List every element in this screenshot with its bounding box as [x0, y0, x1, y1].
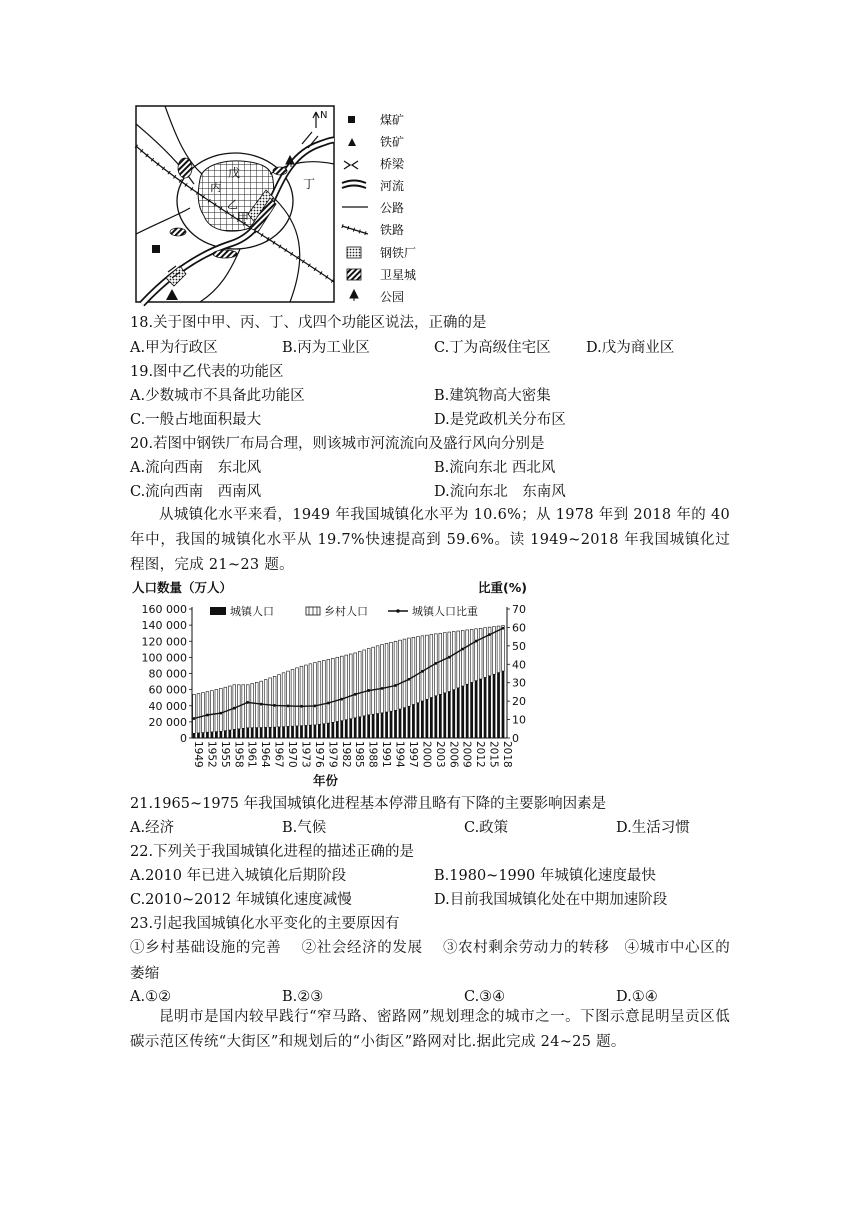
q20-option-b[interactable]: B.流向东北 西北风 — [434, 460, 556, 476]
q20-stem: 20.若图中钢铁厂布局合理，则该城市河流流向及盛行风向分别是 — [130, 436, 545, 452]
rural-bar — [412, 637, 415, 704]
urban-bar — [493, 674, 496, 738]
q23-stem: 23.引起我国城镇化水平变化的主要原因有 — [130, 916, 400, 932]
q22-option-a[interactable]: A.2010 年已进入城镇化后期阶段 — [130, 868, 347, 884]
urban-bar — [390, 711, 393, 738]
rural-bar — [309, 664, 312, 725]
rural-bar — [367, 649, 370, 715]
rural-bar — [399, 640, 402, 709]
rural-bar — [358, 651, 361, 716]
q21-option-b[interactable]: B.气候 — [282, 820, 327, 836]
y-tick-label: 140 000 — [141, 619, 187, 633]
q21-stem: 21.1965~1975 年我国城镇化进程基本停滞且略有下降的主要影响因素是 — [130, 796, 607, 812]
ratio-point — [408, 678, 411, 681]
legend-steel: 钢铁厂 — [380, 246, 417, 260]
x-tick-label: 2009 — [460, 741, 473, 768]
rural-bar — [219, 688, 222, 731]
urban-bar — [475, 681, 478, 738]
urban-bar — [412, 704, 415, 738]
urban-bar — [358, 717, 361, 738]
urban-bar — [197, 733, 200, 738]
q19-option-b[interactable]: B.建筑物高大密集 — [434, 388, 551, 404]
rural-bar — [273, 676, 276, 727]
ratio-point — [233, 707, 236, 710]
q21-option-a[interactable]: A.经济 — [130, 820, 175, 836]
y2-tick-label: 10 — [512, 713, 526, 727]
x-tick-label: 2018 — [501, 741, 513, 768]
urban-bar — [417, 703, 420, 738]
x-tick-label: 1991 — [380, 741, 393, 768]
urban-bar — [242, 728, 245, 738]
urban-bar — [331, 722, 334, 738]
rural-bar — [385, 643, 388, 712]
urban-bar — [497, 673, 500, 738]
rural-bar — [439, 633, 442, 694]
urban-bar — [296, 726, 299, 738]
rural-bar — [291, 669, 294, 726]
urbanization-chart — [130, 578, 540, 790]
x-tick-label: 1997 — [407, 741, 419, 768]
rural-bar — [376, 646, 379, 714]
city-map-figure — [130, 104, 440, 307]
y-tick-label: 160 000 — [141, 603, 187, 616]
urban-bar — [282, 727, 285, 738]
urban-bar — [408, 706, 411, 738]
y2-tick-label: 30 — [512, 676, 526, 690]
rural-bar — [421, 636, 424, 701]
rural-bar — [300, 666, 303, 725]
label-jia: 甲 — [237, 211, 250, 225]
rural-bar — [327, 659, 330, 723]
coal-mine-symbol — [152, 245, 160, 253]
rural-bar — [475, 629, 478, 681]
rural-bar — [264, 680, 267, 728]
q22-stem: 22.下列关于我国城镇化进程的描述正确的是 — [130, 844, 415, 860]
x-tick-label: 1958 — [232, 741, 245, 768]
rural-bar — [394, 641, 397, 710]
y2-tick-label: 0 — [512, 732, 519, 745]
x-tick-label: 1973 — [299, 741, 312, 768]
ratio-point — [314, 705, 317, 708]
ratio-point — [448, 656, 451, 659]
x-tick-label: 1970 — [286, 741, 298, 768]
urban-bar — [470, 682, 473, 738]
legend-urban: 城镇人口 — [230, 605, 274, 618]
y-tick-label: 80 000 — [148, 667, 187, 681]
legend-park: 公园 — [380, 290, 405, 304]
legend-urban-swatch — [210, 607, 226, 615]
urban-bar — [367, 715, 370, 738]
ratio-point — [287, 705, 290, 708]
rural-bar — [242, 685, 245, 729]
y-tick-label: 0 — [180, 732, 187, 745]
urban-bar — [314, 725, 317, 738]
q22-option-c[interactable]: C.2010~2012 年城镇化速度减慢 — [130, 892, 352, 908]
urban-bar — [255, 728, 258, 738]
rural-bar — [206, 692, 209, 733]
x-tick-label: 1979 — [326, 741, 339, 768]
urban-bar — [246, 728, 249, 738]
rural-bar — [372, 647, 375, 714]
ratio-point — [461, 648, 464, 651]
urban-bar — [327, 723, 330, 738]
rural-bar — [322, 660, 325, 723]
rural-bar — [381, 644, 384, 712]
urban-bar — [385, 712, 388, 738]
urban-bar — [251, 728, 254, 738]
chart-legend — [210, 604, 478, 618]
x-tick-label: 1976 — [312, 741, 325, 768]
rural-bar — [318, 662, 321, 725]
rural-bar — [363, 650, 366, 716]
urban-bar — [421, 701, 424, 738]
ratio-point — [206, 714, 209, 717]
urban-bar — [430, 697, 433, 738]
urban-bar — [502, 671, 505, 738]
rural-bar — [331, 658, 334, 722]
rural-bar — [484, 628, 487, 678]
urban-bar — [488, 676, 491, 738]
ratio-point — [219, 712, 222, 715]
q22-option-d[interactable]: D.目前我国城镇化处在中期加速阶段 — [434, 892, 668, 908]
chart-bars — [193, 626, 505, 738]
urban-bar — [260, 728, 263, 738]
q19-option-c[interactable]: C.一般占地面积最大 — [130, 412, 262, 428]
urban-bar — [322, 724, 325, 738]
urban-bar — [228, 730, 231, 738]
ratio-point — [421, 670, 424, 673]
urban-bar — [193, 733, 196, 738]
q19-stem: 19.图中乙代表的功能区 — [130, 364, 284, 380]
ratio-point — [381, 687, 384, 690]
urban-bar — [425, 699, 428, 738]
urban-bar — [372, 714, 375, 738]
urban-bar — [466, 684, 469, 738]
urban-bar — [273, 727, 276, 738]
ratio-point — [300, 705, 303, 708]
urban-bar — [202, 733, 205, 738]
ratio-point — [354, 693, 357, 696]
urban-bar — [278, 727, 281, 738]
legend-rural: 乡村人口 — [324, 605, 368, 618]
q18-option-b[interactable]: B.丙为工业区 — [282, 340, 370, 356]
x-tick-label: 1964 — [259, 741, 272, 768]
rural-bar — [502, 626, 505, 671]
q18-option-d[interactable]: D.戊为商业区 — [586, 340, 675, 356]
map-legend — [342, 112, 416, 304]
rural-bar — [215, 689, 218, 731]
x-tick-label: 2000 — [420, 741, 433, 768]
urban-bar — [264, 727, 267, 738]
urban-bar — [403, 708, 406, 738]
label-yi: 乙 — [227, 198, 238, 211]
rural-bar — [497, 626, 500, 673]
q20-option-a[interactable]: A.流向西南 东北风 — [130, 460, 262, 476]
ratio-point — [502, 627, 505, 630]
urban-bar — [363, 716, 366, 738]
urban-bar — [340, 721, 343, 738]
q18-option-a[interactable]: A.甲为行政区 — [130, 340, 218, 356]
urban-bar — [461, 686, 464, 738]
urban-bar — [394, 710, 397, 738]
q18-stem: 18.关于图中甲、丙、丁、戊四个功能区说法，正确的是 — [130, 315, 487, 331]
rural-bar — [425, 635, 428, 699]
rural-bar — [461, 630, 464, 686]
rural-bar — [255, 682, 258, 727]
x-tick-label: 1985 — [353, 741, 366, 768]
x-tick-label: 1949 — [192, 741, 204, 768]
x-tick-label: 1955 — [218, 741, 231, 768]
rural-bar — [340, 656, 343, 721]
rural-bar — [408, 638, 411, 706]
rural-bar — [493, 627, 496, 675]
ratio-point — [394, 684, 397, 687]
label-bing: 丙 — [210, 180, 223, 194]
ratio-point — [260, 703, 263, 706]
urban-bar — [318, 724, 321, 738]
urban-bar — [399, 709, 402, 738]
ratio-point — [434, 662, 437, 665]
q23-option-d[interactable]: D.①④ — [616, 989, 658, 1005]
rural-bar — [390, 642, 393, 711]
ratio-point — [488, 633, 491, 636]
urban-bar — [479, 679, 482, 738]
urban-bar — [237, 729, 240, 738]
urban-bar — [354, 718, 357, 738]
ratio-point — [367, 689, 370, 692]
rural-bar — [448, 632, 451, 691]
y2-tick-label: 20 — [512, 695, 526, 709]
rural-bar — [349, 654, 352, 719]
rural-bar — [470, 629, 473, 682]
legend-river: 河流 — [380, 179, 405, 193]
ratio-point — [273, 704, 276, 707]
legend-ratio: 城镇人口比重 — [412, 605, 478, 618]
chart-xlabel: 年份 — [313, 773, 339, 788]
legend-iron: 铁矿 — [380, 135, 405, 149]
ratio-point — [193, 717, 196, 720]
rural-bar — [296, 668, 299, 726]
y-tick-label: 120 000 — [141, 635, 187, 649]
urban-bar — [376, 714, 379, 738]
urban-bar — [349, 719, 352, 738]
urban-bar — [269, 727, 272, 738]
label-ding: 丁 — [303, 177, 316, 191]
north-label: N — [320, 110, 328, 121]
rural-bar — [452, 632, 455, 690]
rural-bar — [211, 691, 214, 732]
rural-bar — [202, 693, 205, 733]
q21-option-c[interactable]: C.政策 — [464, 820, 509, 836]
legend-road: 公路 — [380, 201, 405, 215]
urban-bar — [287, 726, 290, 738]
rural-bar — [336, 657, 339, 721]
q22-option-b[interactable]: B.1980~1990 年城镇化速度最快 — [434, 868, 656, 884]
x-tick-label: 1994 — [393, 741, 406, 768]
urban-bar — [452, 690, 455, 738]
urban-bar — [215, 732, 218, 738]
rural-bar — [354, 653, 357, 718]
rural-bar — [269, 678, 272, 727]
rural-bar — [314, 663, 317, 725]
y2-tick-label: 50 — [512, 639, 526, 653]
urban-bar — [309, 725, 312, 738]
legend-railway: 铁路 — [380, 223, 405, 237]
urban-bar — [457, 688, 460, 738]
q23-option-c[interactable]: C.③④ — [464, 989, 506, 1005]
label-wu: 戊 — [228, 166, 241, 180]
x-tick-label: 1982 — [339, 741, 352, 768]
rural-bar — [403, 639, 406, 708]
urban-bar — [484, 677, 487, 738]
q19-option-a[interactable]: A.少数城市不具备此功能区 — [130, 388, 305, 404]
y2-tick-label: 40 — [512, 658, 526, 672]
ratio-point — [475, 640, 478, 643]
rural-bar — [417, 637, 420, 703]
rural-bar — [479, 628, 482, 679]
q19-option-d[interactable]: D.是党政机关分布区 — [434, 412, 566, 428]
q23-option-b[interactable]: B.②③ — [282, 989, 324, 1005]
rural-bar — [278, 675, 281, 727]
rural-bar — [434, 634, 437, 696]
urban-bar — [336, 721, 339, 738]
rural-bar — [246, 685, 249, 728]
ratio-point — [246, 701, 249, 704]
x-tick-label: 1961 — [245, 741, 258, 768]
x-tick-label: 2012 — [474, 741, 487, 768]
y2-tick-label: 60 — [512, 621, 526, 635]
q20-option-c[interactable]: C.流向西南 西南风 — [130, 484, 262, 500]
urban-bar — [206, 732, 209, 738]
x-tick-label: 2003 — [433, 741, 446, 768]
legend-bridge: 桥梁 — [380, 157, 405, 171]
rural-bar — [345, 655, 348, 720]
ratio-point — [340, 698, 343, 701]
urban-bar — [345, 720, 348, 738]
urban-bar — [300, 726, 303, 738]
urban-bar — [233, 729, 236, 738]
intro-paragraph-24-25: 昆明市是国内较早践行“窄马路、密路网”规划理念的城市之一。下图示意昆明呈贡区低碳示范区传统“大街区”和规划后的“小街区”路网对比.据此完成 24~25 题。 — [130, 1009, 730, 1050]
rural-bar — [287, 671, 290, 726]
urban-bar — [448, 691, 451, 738]
rural-bar — [443, 633, 446, 693]
rural-bar — [197, 694, 200, 733]
legend-coal: 煤矿 — [380, 113, 405, 127]
rural-bar — [466, 630, 469, 684]
urban-bar — [211, 732, 214, 738]
q23-option-a[interactable]: A.①② — [130, 989, 172, 1005]
y2-tick-label: 70 — [512, 603, 526, 616]
urban-bar — [443, 693, 446, 738]
y-tick-label: 40 000 — [148, 699, 187, 713]
x-tick-label: 1988 — [366, 741, 379, 768]
x-tick-label: 1967 — [272, 741, 285, 768]
x-tick-label: 2006 — [447, 741, 460, 768]
y-tick-label: 100 000 — [141, 651, 187, 665]
q20-option-d[interactable]: D.流向东北 东南风 — [434, 484, 566, 500]
x-tick-label: 2015 — [487, 741, 500, 768]
q18-option-c[interactable]: C.丁为高级住宅区 — [434, 340, 551, 356]
q21-option-d[interactable]: D.生活习惯 — [616, 820, 690, 836]
intro-paragraph-21-23: 从城镇化水平来看，1949 年我国城镇化水平为 10.6%；从 1978 年到 2018 年的 40 年中，我国的城镇化水平从 19.7%快速提高到 59.6%。读 1949~2018 年我国城镇化过程图，完成 21~23 题。 — [130, 507, 730, 573]
ratio-point — [327, 702, 330, 705]
urban-bar — [381, 713, 384, 738]
y-tick-label: 60 000 — [148, 683, 187, 697]
urban-bar — [434, 696, 437, 738]
y-tick-label: 20 000 — [148, 715, 187, 729]
q23-items: ①乡村基础设施的完善 ②社会经济的发展 ③农村剩余劳动力的转移 ④城市中心区的萎缩 — [130, 940, 730, 982]
urban-bar — [224, 731, 227, 738]
rural-bar — [228, 686, 231, 730]
urban-bar — [305, 725, 308, 738]
rural-bar — [193, 694, 196, 733]
rural-bar — [457, 631, 460, 688]
rural-bar — [305, 665, 308, 725]
x-tick-label: 1952 — [205, 741, 218, 768]
urban-bar — [291, 726, 294, 738]
rural-bar — [224, 687, 227, 730]
urban-bar — [439, 694, 442, 738]
chart-ylabel: 人口数量（万人） — [132, 580, 233, 595]
urban-bar — [219, 731, 222, 738]
rural-bar — [282, 673, 285, 727]
chart-y2label: 比重(%) — [478, 580, 527, 595]
rural-bar — [251, 684, 254, 728]
legend-satellite: 卫星城 — [380, 268, 417, 282]
